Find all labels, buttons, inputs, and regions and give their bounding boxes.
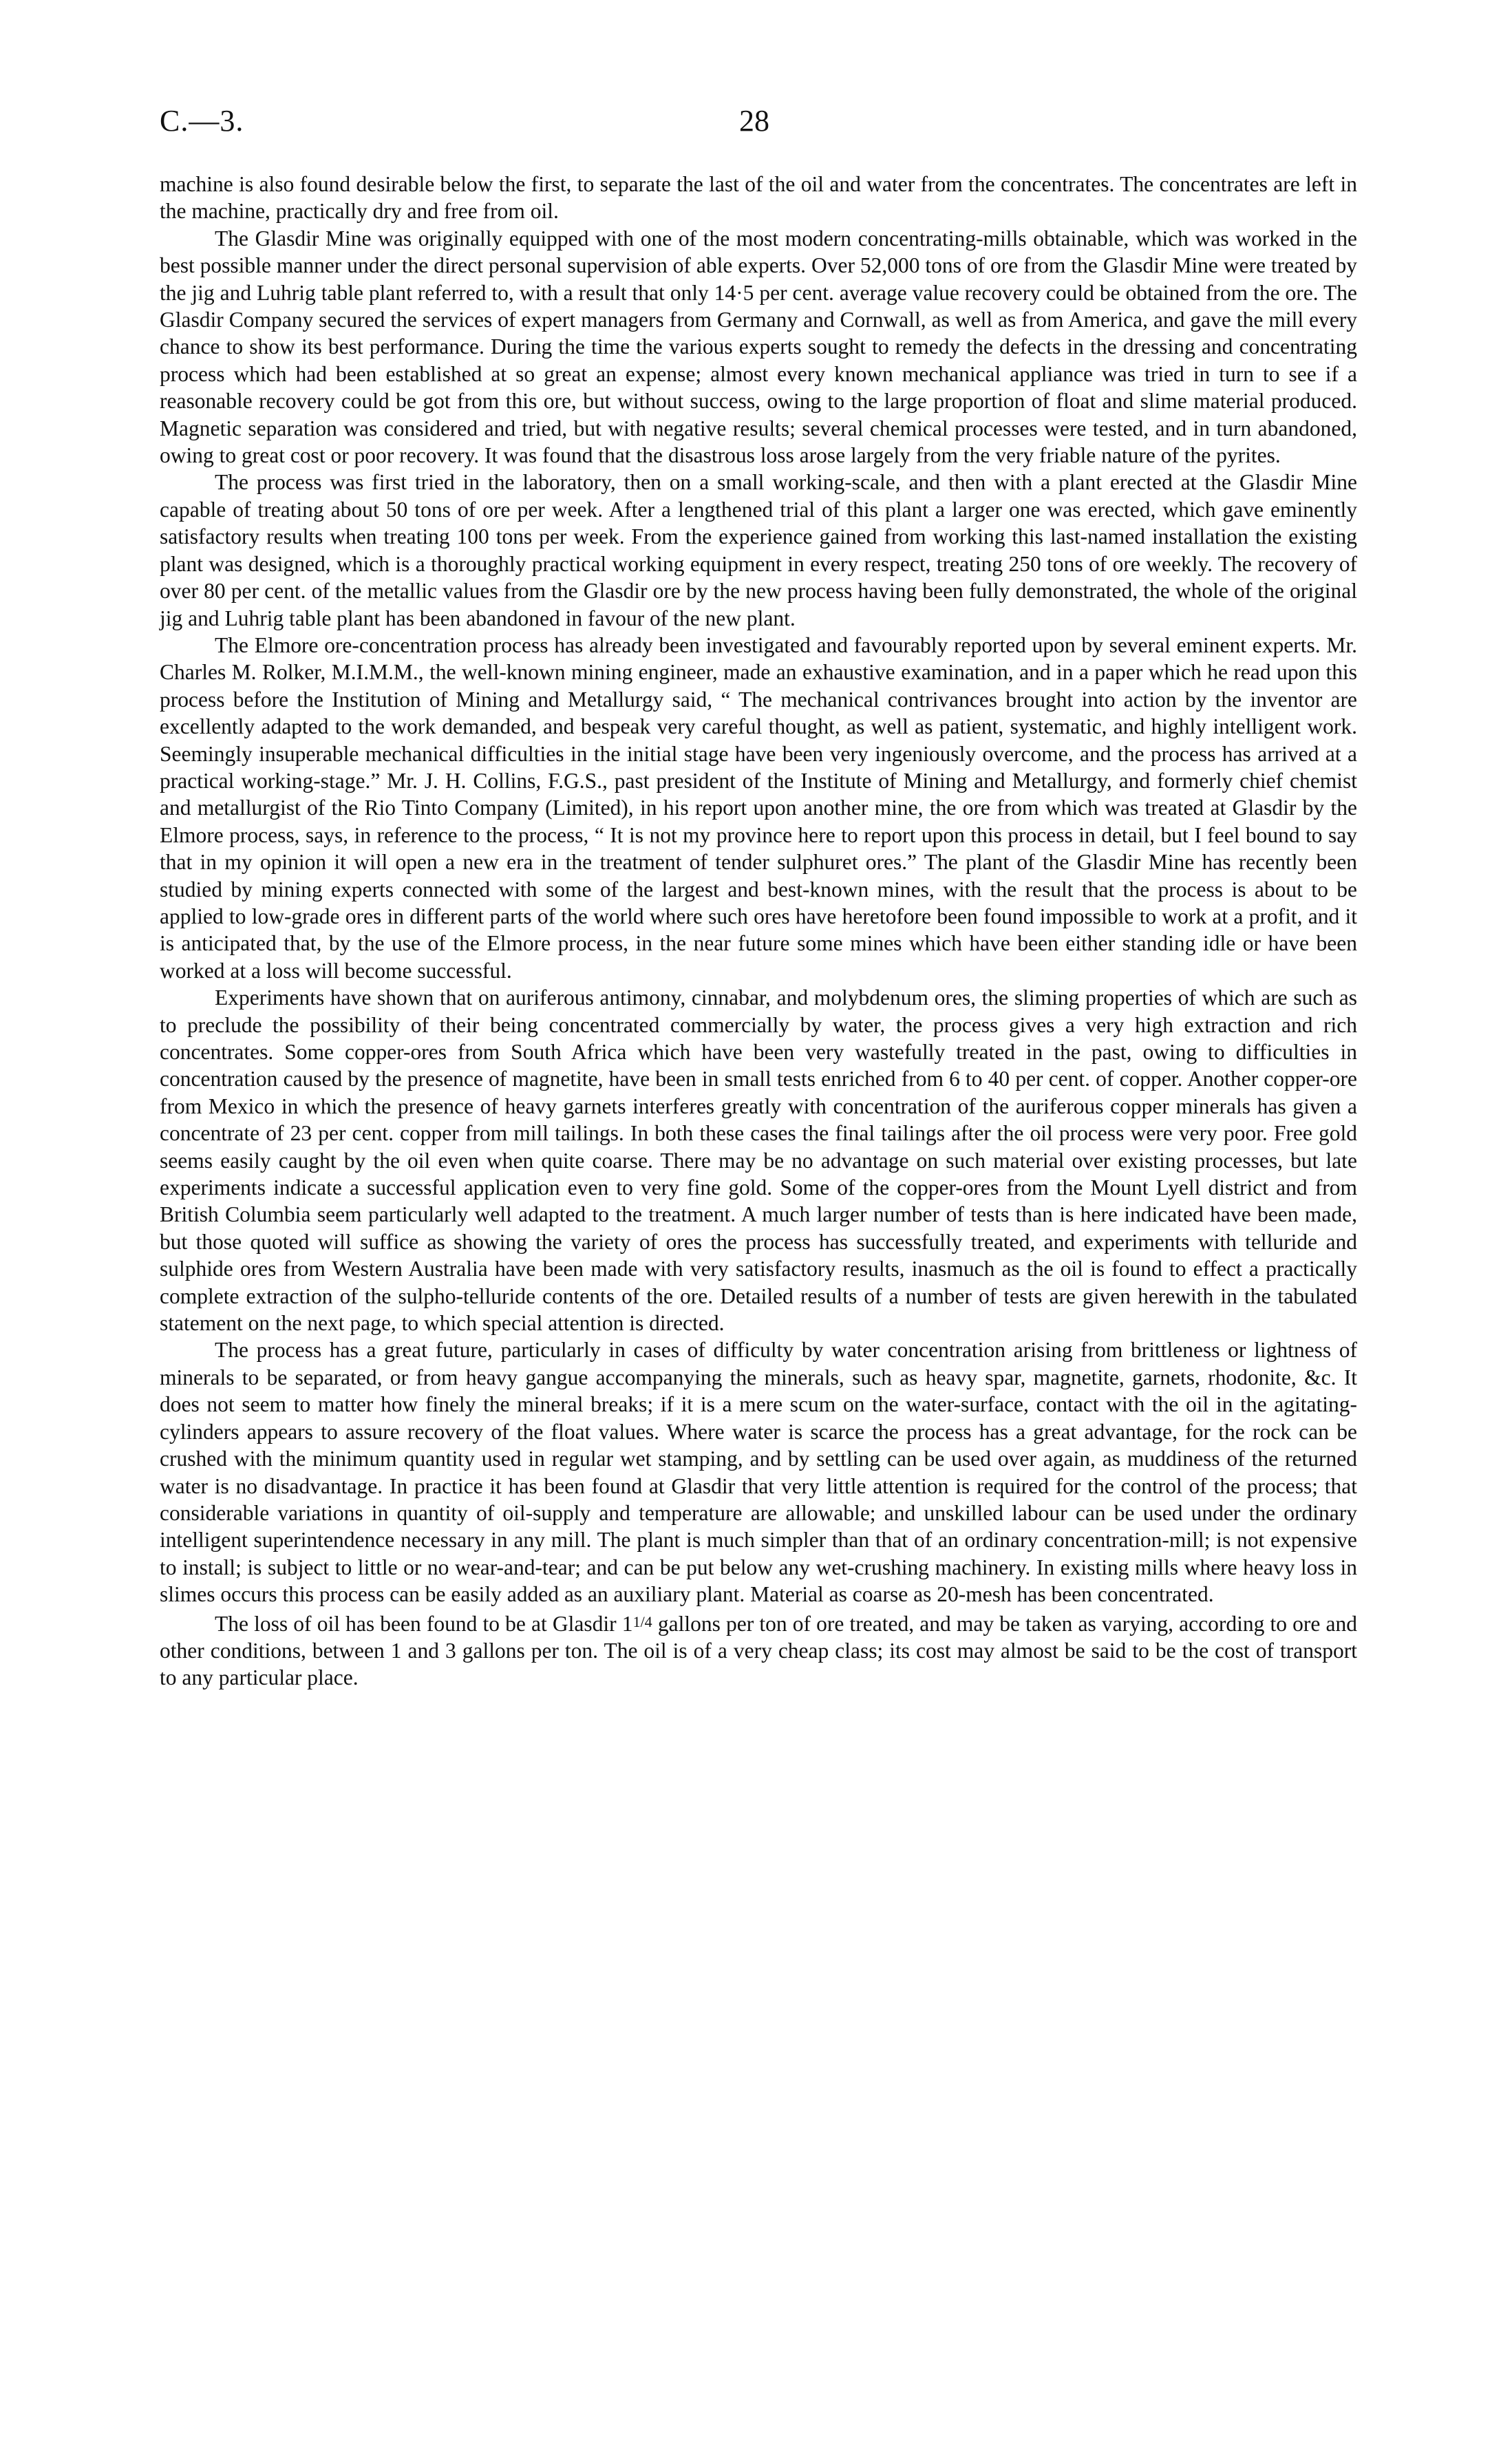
oil-loss-text-end: gallons per ton of ore treated, and may be taken as varying, according to ore and other conditions, between 1 and 3 gallons per ton. The oil is of a very cheap class; its cost may almost be said to be the cost of transport to any particular place.: [160, 1611, 1358, 1690]
paragraph-elmore-process: The Elmore ore-concentration process has already been investigated and favourably reported upon by several eminent experts. Mr. Charles M. Rolker, M.I.M.M., the well-known mining engineer, made an exhaustive examination, and in a paper which he read upon this process before the Institution of Mining and Metallurgy said, “ The mechanical contrivances brought into action by the inventor are excellently adapted to the work demanded, and bespeak very careful thought, as well as patient, systematic, and highly intelligent work. Seemingly insuperable mechanical difficulties in the initial stage have been very ingeniously overcome, and the process has arrived at a practical working-stage.” Mr. J. H. Collins, F.G.S., past president of the Institute of Mining and Metallurgy, and formerly chief chemist and metallurgist of the Rio Tinto Company (Limited), in his report upon another mine, the ore from which was treated at Glasdir by the Elmore process, says, in reference to the process, “ It is not my province here to report upon this process in detail, but I feel bound to say that in my opinion it will open a new era in the treatment of tender sulphuret ores.” The plant of the Glasdir Mine has recently been studied by mining experts connected with some of the largest and best-known mines, with the result that the process is about to be applied to low-grade ores in different parts of the world where such ores have heretofore been found impossible to work at a profit, and it is anticipated that, by the use of the Elmore process, in the near future some mines which have been either standing idle or have been worked at a loss will become successful.: [160, 632, 1357, 983]
series-reference: C.—3.: [160, 104, 244, 138]
page-header: [160, 103, 1357, 145]
oil-loss-fraction: 1/4: [632, 1612, 652, 1630]
paragraph-oil-loss: [160, 1608, 1357, 1692]
paragraph-future: The process has a great future, particularly in cases of difficulty by water concentration arising from brittleness or lightness of minerals to be separated, or from heavy gangue accompanying the minerals, such as heavy spar, magnetite, garnets, rhodonite, &c. It does not seem to matter how finely the mineral breaks; if it is a mere scum on the water-surface, contact with the oil in the agitating-cylinders appears to assure recovery of the float values. Where water is scarce the process has a great advantage, for the rock can be crushed with the minimum quantity used in regular wet stamping, and by settling can be used over again, as muddiness of the returned water is no disadvantage. In practice it has been found at Glasdir that very little attention is required for the control of the process; that considerable variations in quantity of oil-supply and temperature are allowable; and unskilled labour can be used under the ordinary intelligent superintendence necessary in any mill. The plant is much simpler than that of an ordinary concentration-mill; is not expensive to install; is subject to little or no wear-and-tear; and can be put below any wet-crushing machinery. In existing mills where heavy loss in slimes occurs this process can be easily added as an auxiliary plant. Material as coarse as 20-mesh has been concentrated.: [160, 1338, 1357, 1607]
oil-loss-text-start: The loss of oil has been found to be at Glasdir 1: [215, 1611, 633, 1636]
paragraph-glasdir-mine: The Glasdir Mine was originally equipped with one of the most modern concentrating-mills obtainable, which was worked in the best possible manner under the direct personal supervision of able experts. Over 52,000 tons of ore from the Glasdir Mine were treated by the jig and Luhrig table plant referred to, with a result that only 14·5 per cent. average value recovery could be obtained from the ore. The Glasdir Company secured the services of expert managers from Germany and Cornwall, as well as from America, and gave the mill every chance to show its best performance. During the time the various experts sought to remedy the defects in the dressing and concentrating process which had been established at so great an expense; almost every known mechanical appliance was tried in turn to see if a reasonable recovery could be got from this ore, but without success, owing to the large proportion of float and slime material produced. Magnetic separation was considered and tried, but with negative results; several chemical processes were tested, and in turn abandoned, owing to great cost or poor recovery. It was found that the disastrous loss arose largely from the very friable nature of the pyrites.: [160, 226, 1357, 468]
page-number: 28: [739, 104, 769, 138]
body-text: [160, 171, 1357, 1692]
paragraph-experiments: Experiments have shown that on auriferous antimony, cinnabar, and molybdenum ores, the sliming properties of which are such as to preclude the possibility of their being concentrated commercially by water, the process gives a very high extraction and rich concentrates. Some copper-ores from South Africa which have been very wastefully treated in the past, owing to difficulties in concentration caused by the presence of magnetite, have been in small tests enriched from 6 to 40 per cent. of copper. Another copper-ore from Mexico in which the presence of heavy garnets interferes greatly with concentration of the auriferous copper minerals has given a concentrate of 23 per cent. copper from mill tailings. In both these cases the final tailings after the oil process were very poor. Free gold seems easily caught by the oil even when quite coarse. There may be no advantage on such material over existing processes, but late experiments indicate a successful application even to very fine gold. Some of the copper-ores from the Mount Lyell district and from British Columbia seem particularly well adapted to the treatment. A much larger number of tests than is here indicated have been made, but those quoted will suffice as showing the variety of ores the process has successfully treated, and experiments with telluride and sulphide ores from Western Australia have been made with very satisfactory results, inasmuch as the oil is found to effect a practically complete extraction of the sulpho-telluride contents of the ore. Detailed results of a number of tests are given herewith in the tabulated statement on the next page, to which special attention is directed.: [160, 985, 1357, 1336]
paragraph-process-trial: The process was first tried in the laboratory, then on a small working-scale, and then with a plant erected at the Glasdir Mine capable of treating about 50 tons of ore per week. After a lengthened trial of this plant a larger one was erected, which gave eminently satisfactory results when treating 100 tons per week. From the experience gained from working this last-named installation the existing plant was designed, which is a thoroughly practical working equipment in every respect, treating 250 tons of ore weekly. The recovery of over 80 per cent. of the metallic values from the Glasdir ore by the new process having been fully demonstrated, the whole of the original jig and Luhrig table plant has been abandoned in favour of the new plant.: [160, 470, 1357, 630]
paragraph-continuation: machine is also found desirable below the first, to separate the last of the oil and water from the concentrates. The concentrates are left in the machine, practically dry and free from oil.: [160, 172, 1357, 224]
